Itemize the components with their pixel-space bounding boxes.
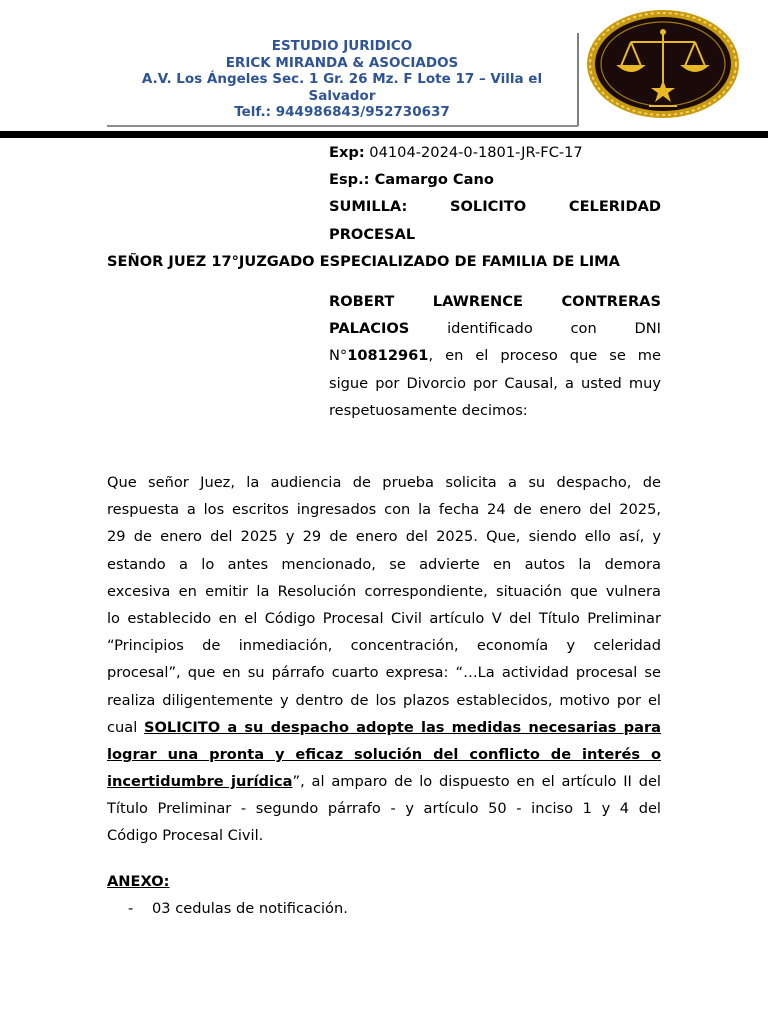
esp-line <box>329 166 661 193</box>
esp-value: Camargo Cano <box>369 171 494 189</box>
request-emphasis-end: incertidumbre jurídica <box>107 773 293 791</box>
body-line <box>107 768 661 795</box>
body-line <box>107 714 661 741</box>
header-vertical-divider <box>577 33 579 126</box>
header-thick-divider <box>0 131 768 138</box>
party-name-w2: LAWRENCE <box>432 293 523 310</box>
sumilla-line <box>329 193 661 220</box>
scales-of-justice-seal-icon <box>585 8 741 120</box>
body-line: Que señor Juez, la audiencia de prueba solicita a su despacho, de <box>107 474 661 491</box>
party-l2-w2: con <box>570 320 597 338</box>
annex-item-text: 03 cedulas de notificación. <box>152 900 348 917</box>
request-emphasis: SOLICITO a su despacho adopte las medidas necesarias para <box>144 718 661 736</box>
party-line-3: N°10812961, en el proceso que se me <box>329 347 661 365</box>
annex-title: ANEXO: <box>107 873 170 890</box>
exp-line <box>329 139 661 166</box>
body-line: realiza diligentemente y dentro de los plazos establecidos, motivo por el <box>107 691 661 709</box>
body-line: lo establecido en el Código Procesal Civil artículo V del Título Preliminar <box>107 609 661 627</box>
exp-value: 04104-2024-0-1801-JR-FC-17 <box>364 144 583 161</box>
party-line-4: sigue por Divorcio por Causal, a usted muy <box>329 374 661 392</box>
body-line: procesal”, que en su párrafo cuarto expresa: “…La actividad procesal se <box>107 664 661 682</box>
sumilla-word-2: SOLICITO <box>450 198 527 216</box>
firm-type: ESTUDIO JURIDICO <box>271 38 413 54</box>
body-line: “Principios de inmediación, concentración, economía y celeridad <box>107 637 661 655</box>
party-name-line <box>329 288 661 315</box>
esp-label: Esp.: <box>329 171 370 189</box>
body-line: 29 de enero del 2025 y 29 de enero del 2025. Que, siendo ello así, y <box>107 528 661 546</box>
party-name-w3: CONTRERAS <box>561 293 661 310</box>
body-text: ”, al amparo de lo dispuesto en el artículo II del <box>292 773 661 791</box>
bullet-dash: - <box>128 900 134 917</box>
exp-label: Exp: <box>329 144 365 161</box>
party-name-w1: ROBERT <box>329 293 395 310</box>
body-line: Código Procesal Civil. <box>107 827 264 845</box>
firm-address-cont: Salvador <box>308 87 376 104</box>
party-block <box>329 288 661 424</box>
letterhead <box>107 38 577 121</box>
body-line: estando a lo antes mencionado, se advierte en autos la demora <box>107 555 661 573</box>
party-l2-w3: DNI <box>634 320 661 338</box>
party-line-2 <box>329 315 661 342</box>
request-emphasis-line: lograr una pronta y eficaz solución del conflicto de interés o <box>107 745 661 763</box>
body-line: excesiva en emitir la Resolución correspondiente, situación que vulnera <box>107 582 661 600</box>
party-name-surname: PALACIOS <box>329 320 410 338</box>
firm-address: A.V. Los Ángeles Sec. 1 Gr. 26 Mz. F Lote 17 – Villa el <box>141 71 543 87</box>
addressee: SEÑOR JUEZ 17°JUZGADO ESPECIALIZADO DE FAMILIA DE LIMA <box>107 253 620 270</box>
party-l2-w1: identificado <box>447 320 533 338</box>
case-block <box>329 139 661 248</box>
dni-number: 10812961 <box>347 347 429 365</box>
sumilla-word-3: CELERIDAD <box>568 198 661 216</box>
firm-phone: Telf.: 944986843/952730637 <box>234 104 450 120</box>
sumilla-label: SUMILLA: <box>329 198 408 216</box>
firm-name: ERICK MIRANDA & ASOCIADOS <box>225 54 459 71</box>
annex-item <box>128 895 348 922</box>
party-line-5: respetuosamente decimos: <box>329 401 528 419</box>
body-text: cual <box>107 718 144 736</box>
sumilla-line-2: PROCESAL <box>329 225 416 243</box>
header-thin-divider <box>107 125 578 127</box>
body-line: respuesta a los escritos ingresados con la fecha 24 de enero del 2025, <box>107 501 661 519</box>
body-line: Título Preliminar - segundo párrafo - y artículo 50 - inciso 1 y 4 del <box>107 800 661 818</box>
dni-prefix: N° <box>329 347 348 365</box>
body-paragraph <box>107 469 661 850</box>
